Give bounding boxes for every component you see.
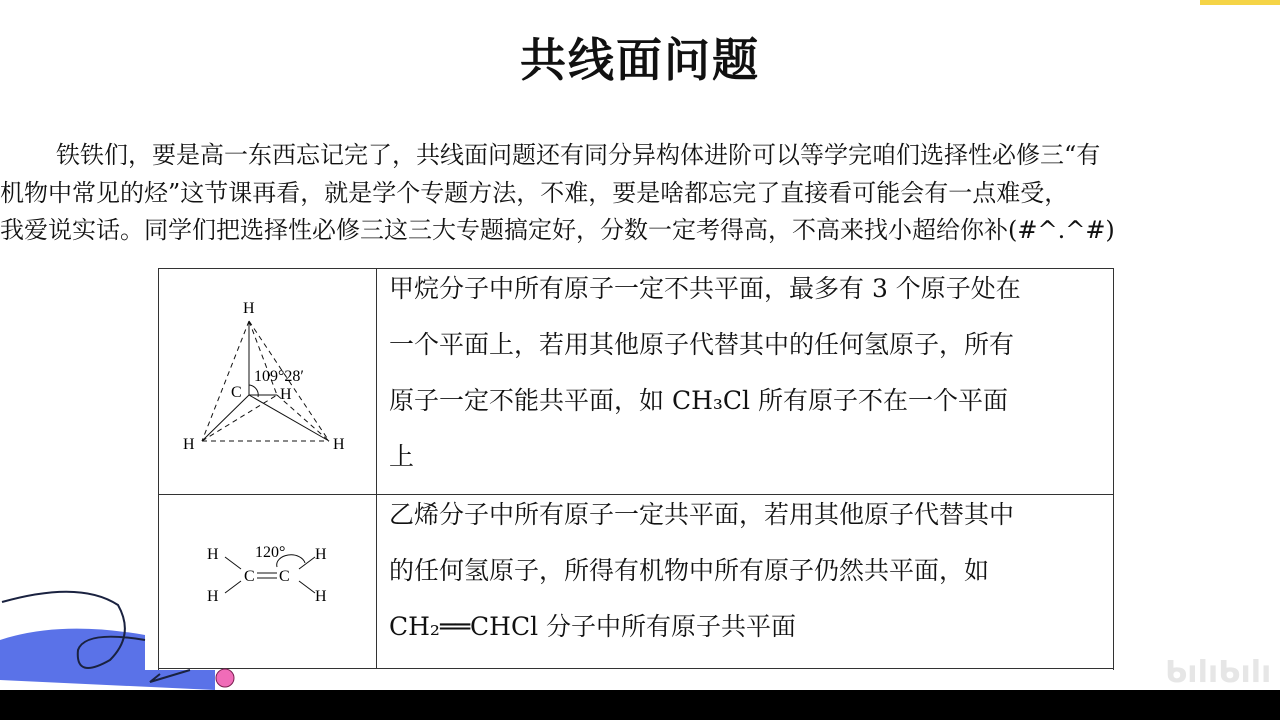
intro-line-1: 铁铁们，要是高一东西忘记完了，共线面问题还有同分异构体进阶可以等学完咱们选择性必修三“有 [56,141,1101,169]
atom-h-top: H [243,300,255,317]
watermark-logo: ᑲılıᑲılı [1165,655,1272,690]
top-accent-bar [1200,0,1280,5]
atom-c: C [231,384,242,401]
text-line: 甲烷分子中所有原子一定不共平面，最多有 3 个原子处在 [389,274,1021,303]
bond-angle: 109°28′ [254,368,304,385]
atom-h: H [315,546,327,563]
intro-line-2: 机物中常见的烃”这节课再看，就是学个专题方法，不难，要是啥都忘完了直接看可能会有一点难受， [0,179,1069,207]
atom-c: C [279,568,290,585]
video-bottom-bar [0,690,1280,720]
comparison-table [158,268,1114,670]
atom-h-right: H [280,386,292,403]
ethylene-description [389,487,1103,655]
text-line: CH₂══CHCl 分子中所有原子共平面 [389,612,797,641]
table-row-methane [159,269,1113,495]
atom-h: H [207,588,219,605]
bond-angle: 120° [255,544,286,561]
atom-c: C [244,568,255,585]
methane-description [389,261,1103,485]
text-line: 的任何氢原子，所得有机物中所有原子仍然共平面，如 [389,556,990,585]
intro-line-3: 我爱说实话。同学们把选择性必修三这三大专题搞定好，分数一定考得高，不高来找小超给你补(#^.^#) [0,216,1115,244]
pen-annotation [0,560,240,690]
text-line: 乙烯分子中所有原子一定共平面，若用其他原子代替其中 [389,500,1015,529]
atom-h-left: H [183,436,195,453]
text-line: 上 [389,442,415,471]
table-row-ethylene [159,495,1113,669]
atom-h: H [207,546,219,563]
atom-h-bottom-right: H [333,436,345,453]
text-line: 一个平面上，若用其他原子代替其中的任何氢原子，所有 [389,330,1015,359]
atom-h: H [315,588,327,605]
page-title: 共线面问题 [520,33,760,87]
text-line: 原子一定不能共平面，如 CH₃Cl 所有原子不在一个平面 [389,386,1008,415]
methane-diagram [159,269,377,494]
